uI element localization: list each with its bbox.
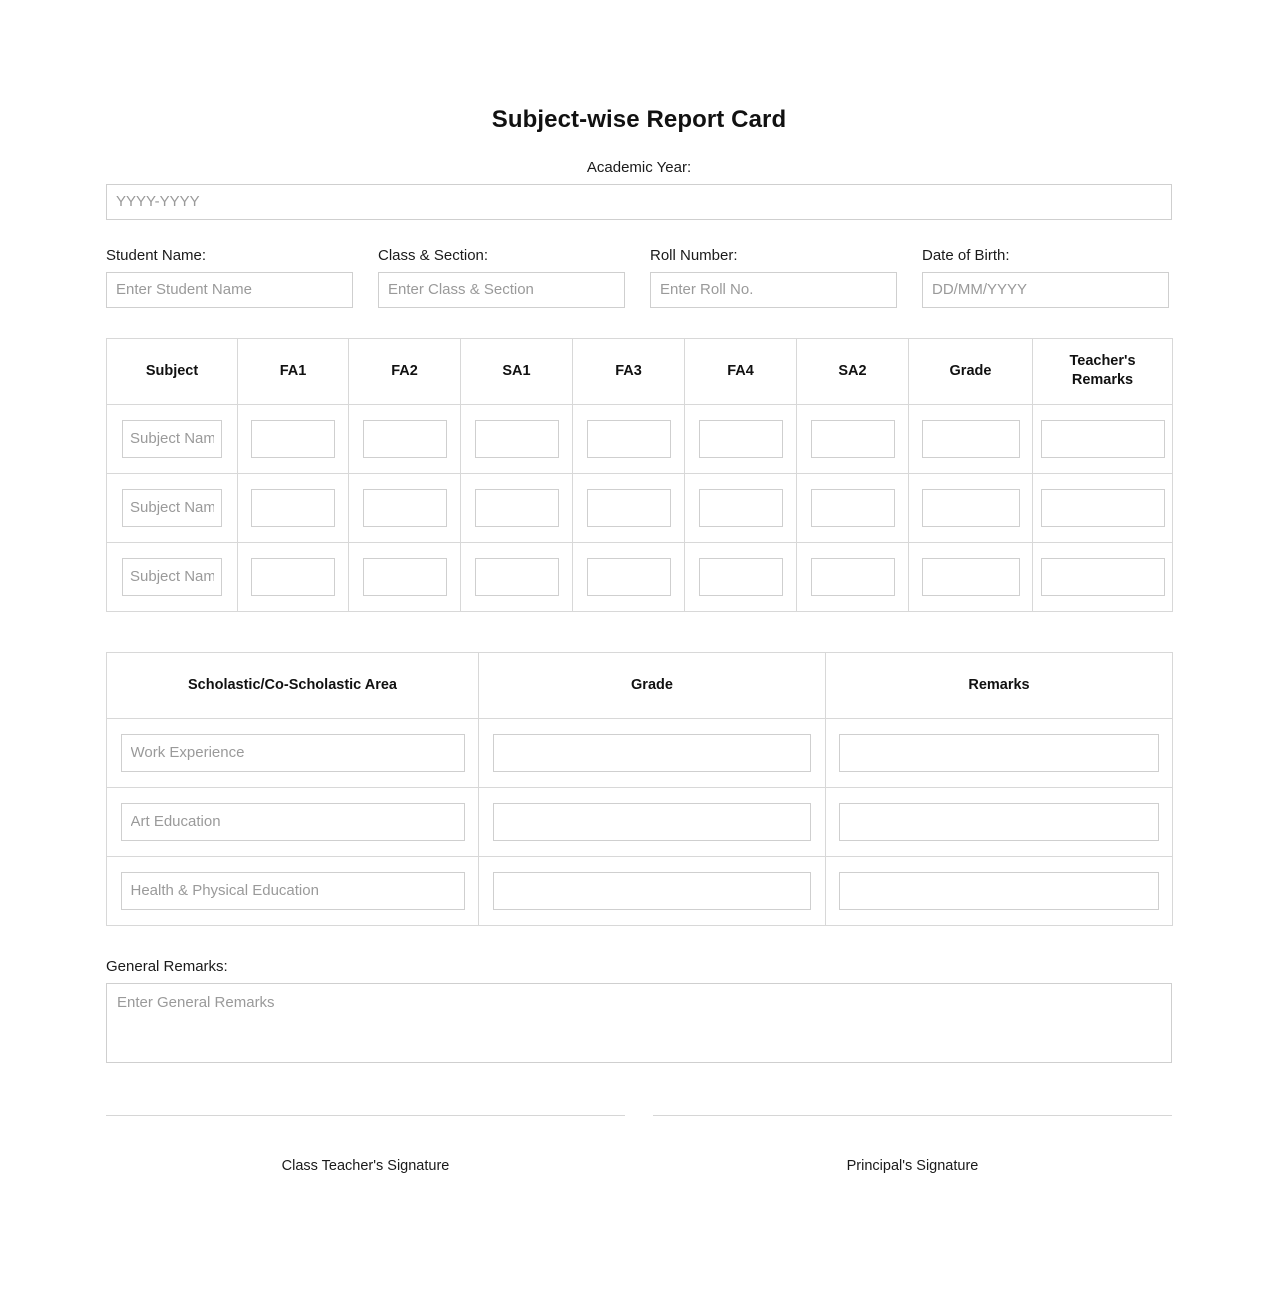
- subject-name-input[interactable]: [122, 420, 222, 458]
- table-row: [107, 787, 1173, 856]
- class-teacher-signature-block: [106, 1115, 625, 1174]
- subject-marks-table: [106, 338, 1173, 612]
- principal-signature-caption: Principal's Signature: [846, 1157, 979, 1174]
- scholastic-area-input[interactable]: [121, 872, 465, 910]
- scholastic-grade-input[interactable]: [493, 734, 811, 772]
- fa3-input[interactable]: [587, 558, 671, 596]
- roll-number-input[interactable]: [650, 272, 897, 308]
- cell-grade: [909, 542, 1033, 611]
- cell-scholastic-area: [107, 856, 479, 925]
- date-of-birth-input[interactable]: [922, 272, 1169, 308]
- grade-input[interactable]: [922, 558, 1020, 596]
- sa1-input[interactable]: [475, 558, 559, 596]
- cell-sa2: [797, 542, 909, 611]
- principal-signature-block: [653, 1115, 1172, 1174]
- cell-scholastic-grade: [479, 856, 826, 925]
- cell-fa4: [685, 473, 797, 542]
- fa3-input[interactable]: [587, 489, 671, 527]
- column-header-fa3: FA3: [573, 338, 685, 404]
- date-of-birth-field: [922, 247, 1169, 308]
- subject-name-input[interactable]: [122, 558, 222, 596]
- cell-fa3: [573, 542, 685, 611]
- column-header-scholastic-grade: Grade: [479, 652, 826, 718]
- fa1-input[interactable]: [251, 420, 335, 458]
- cell-scholastic-area: [107, 718, 479, 787]
- sa1-input[interactable]: [475, 489, 559, 527]
- column-header-sa2: SA2: [797, 338, 909, 404]
- academic-year-input[interactable]: [106, 184, 1172, 220]
- cell-grade: [909, 473, 1033, 542]
- teachers-remarks-input[interactable]: [1041, 558, 1165, 596]
- fa4-input[interactable]: [699, 489, 783, 527]
- scholastic-area-input[interactable]: [121, 803, 465, 841]
- scholastic-remarks-input[interactable]: [839, 803, 1159, 841]
- scholastic-area-input[interactable]: [121, 734, 465, 772]
- cell-subject: [107, 473, 238, 542]
- cell-scholastic-remarks: [826, 787, 1173, 856]
- scholastic-grade-input[interactable]: [493, 872, 811, 910]
- scholastic-table-header-row: [107, 652, 1173, 718]
- cell-grade: [909, 404, 1033, 473]
- date-of-birth-label: Date of Birth:: [922, 246, 1010, 264]
- cell-scholastic-area: [107, 787, 479, 856]
- cell-fa3: [573, 404, 685, 473]
- student-info-row: [106, 247, 1172, 308]
- fa2-input[interactable]: [363, 558, 447, 596]
- column-header-sa1: SA1: [461, 338, 573, 404]
- scholastic-area-table: [106, 652, 1173, 926]
- roll-number-field: [650, 247, 897, 308]
- table-row: [107, 542, 1173, 611]
- column-header-subject: Subject: [107, 338, 238, 404]
- cell-fa1: [238, 404, 349, 473]
- fa3-input[interactable]: [587, 420, 671, 458]
- subject-name-input[interactable]: [122, 489, 222, 527]
- table-row: [107, 856, 1173, 925]
- fa4-input[interactable]: [699, 558, 783, 596]
- column-header-teachers-remarks: Teacher's Remarks: [1033, 338, 1173, 404]
- column-header-grade: Grade: [909, 338, 1033, 404]
- page-title: Subject-wise Report Card: [491, 106, 787, 133]
- scholastic-remarks-input[interactable]: [839, 872, 1159, 910]
- scholastic-remarks-input[interactable]: [839, 734, 1159, 772]
- general-remarks-label: General Remarks:: [106, 957, 228, 975]
- cell-sa2: [797, 404, 909, 473]
- fa2-input[interactable]: [363, 420, 447, 458]
- table-row: [107, 473, 1173, 542]
- cell-teachers-remarks: [1033, 404, 1173, 473]
- column-header-scholastic-remarks: Remarks: [826, 652, 1173, 718]
- cell-scholastic-grade: [479, 718, 826, 787]
- cell-subject: [107, 542, 238, 611]
- subject-table-header-row: [107, 338, 1173, 404]
- student-name-field: [106, 247, 353, 308]
- general-remarks-block: [106, 958, 1172, 1063]
- cell-sa1: [461, 404, 573, 473]
- roll-number-label: Roll Number:: [650, 246, 738, 264]
- scholastic-grade-input[interactable]: [493, 803, 811, 841]
- column-header-fa2: FA2: [349, 338, 461, 404]
- teachers-remarks-input[interactable]: [1041, 489, 1165, 527]
- cell-fa1: [238, 473, 349, 542]
- class-section-label: Class & Section:: [378, 246, 489, 264]
- sa2-input[interactable]: [811, 489, 895, 527]
- cell-scholastic-grade: [479, 787, 826, 856]
- cell-sa1: [461, 473, 573, 542]
- cell-teachers-remarks: [1033, 473, 1173, 542]
- cell-fa4: [685, 542, 797, 611]
- student-name-label: Student Name:: [106, 246, 207, 264]
- general-remarks-textarea[interactable]: [106, 983, 1172, 1063]
- cell-fa2: [349, 542, 461, 611]
- signature-line: [106, 1115, 625, 1117]
- signature-row: [106, 1115, 1172, 1174]
- signature-line: [653, 1115, 1172, 1117]
- teachers-remarks-input[interactable]: [1041, 420, 1165, 458]
- fa1-input[interactable]: [251, 489, 335, 527]
- report-card-form: [106, 0, 1172, 1174]
- column-header-scholastic-area: Scholastic/Co-Scholastic Area: [107, 652, 479, 718]
- class-section-field: [378, 247, 625, 308]
- cell-fa1: [238, 542, 349, 611]
- fa1-input[interactable]: [251, 558, 335, 596]
- column-header-fa1: FA1: [238, 338, 349, 404]
- cell-fa2: [349, 404, 461, 473]
- academic-year-label: Academic Year:: [586, 158, 692, 176]
- sa2-input[interactable]: [811, 420, 895, 458]
- fa2-input[interactable]: [363, 489, 447, 527]
- fa4-input[interactable]: [699, 420, 783, 458]
- grade-input[interactable]: [922, 489, 1020, 527]
- cell-fa3: [573, 473, 685, 542]
- table-row: [107, 718, 1173, 787]
- cell-scholastic-remarks: [826, 718, 1173, 787]
- cell-scholastic-remarks: [826, 856, 1173, 925]
- cell-subject: [107, 404, 238, 473]
- cell-fa4: [685, 404, 797, 473]
- column-header-fa4: FA4: [685, 338, 797, 404]
- cell-sa1: [461, 542, 573, 611]
- cell-fa2: [349, 473, 461, 542]
- class-section-input[interactable]: [378, 272, 625, 308]
- grade-input[interactable]: [922, 420, 1020, 458]
- sa2-input[interactable]: [811, 558, 895, 596]
- cell-sa2: [797, 473, 909, 542]
- sa1-input[interactable]: [475, 420, 559, 458]
- student-name-input[interactable]: [106, 272, 353, 308]
- cell-teachers-remarks: [1033, 542, 1173, 611]
- class-teacher-signature-caption: Class Teacher's Signature: [281, 1157, 450, 1174]
- table-row: [107, 404, 1173, 473]
